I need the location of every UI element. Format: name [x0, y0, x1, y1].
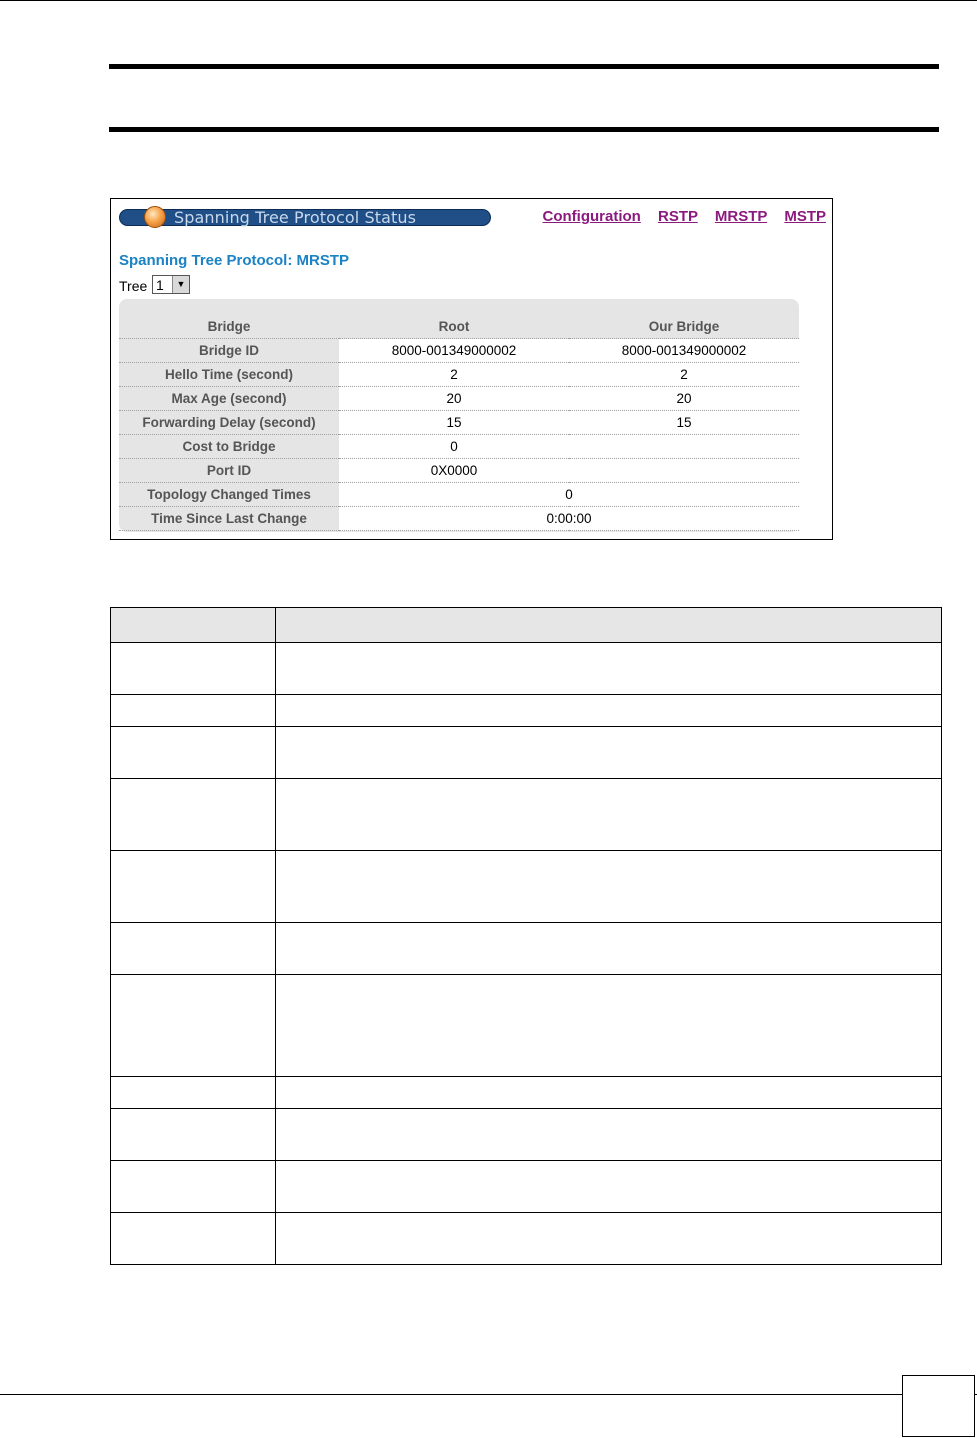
status-table	[119, 315, 799, 531]
rstp-link[interactable]: RSTP	[658, 208, 698, 225]
mstp-link[interactable]: MSTP	[784, 208, 826, 225]
cell	[111, 851, 276, 923]
table-row	[111, 695, 942, 727]
cell	[111, 1109, 276, 1161]
table-row	[111, 975, 942, 1077]
cell	[276, 727, 942, 779]
page-number-box	[902, 1375, 975, 1437]
table-row	[119, 411, 799, 435]
header-cell	[111, 608, 276, 643]
title-bottom-rule	[109, 127, 939, 132]
table-row	[111, 727, 942, 779]
cell	[111, 779, 276, 851]
root-value: 2	[339, 363, 569, 387]
description-header-row	[111, 608, 942, 643]
tree-select-value: 1	[156, 277, 164, 293]
cell	[276, 643, 942, 695]
cell	[111, 1213, 276, 1265]
header-rule	[0, 0, 977, 1]
header-cell	[276, 608, 942, 643]
row-label: Time Since Last Change	[119, 507, 339, 531]
table-row	[111, 1161, 942, 1213]
table-row	[119, 339, 799, 363]
root-value: 15	[339, 411, 569, 435]
cell	[276, 695, 942, 727]
cell	[111, 923, 276, 975]
our-bridge-value: 15	[569, 411, 799, 435]
row-label: Bridge ID	[119, 339, 339, 363]
row-label: Cost to Bridge	[119, 435, 339, 459]
configuration-link[interactable]: Configuration	[542, 208, 641, 225]
stp-heading: Spanning Tree Protocol: MRSTP	[119, 252, 350, 269]
row-label: Port ID	[119, 459, 339, 483]
nav-links	[530, 208, 826, 225]
cell	[276, 975, 942, 1077]
cell	[276, 1109, 942, 1161]
cell	[276, 1213, 942, 1265]
description-table	[110, 607, 942, 1265]
mrstp-link[interactable]: MRSTP	[714, 208, 768, 225]
table-row	[119, 387, 799, 411]
table-row	[111, 779, 942, 851]
root-value: 8000-001349000002	[339, 339, 569, 363]
row-label: Hello Time (second)	[119, 363, 339, 387]
title-top-rule	[109, 64, 939, 69]
table-row	[111, 1077, 942, 1109]
tree-label: Tree	[119, 278, 148, 294]
column-header: Bridge	[119, 315, 339, 339]
topology-changed-value: 0	[339, 483, 799, 507]
our-bridge-value: 20	[569, 387, 799, 411]
table-row	[119, 459, 799, 483]
cell	[111, 727, 276, 779]
cell	[111, 695, 276, 727]
our-bridge-value	[569, 459, 799, 483]
table-row	[111, 1213, 942, 1265]
cell	[111, 1161, 276, 1213]
our-bridge-value	[569, 435, 799, 459]
stp-status-screenshot	[110, 198, 833, 540]
panel-title-bar	[119, 209, 491, 226]
time-since-change-value: 0:00:00	[339, 507, 799, 531]
table-row	[119, 363, 799, 387]
cell	[276, 851, 942, 923]
our-bridge-value: 2	[569, 363, 799, 387]
root-value: 20	[339, 387, 569, 411]
cell	[276, 923, 942, 975]
root-value: 0X0000	[339, 459, 569, 483]
column-header: Root	[339, 315, 569, 339]
row-label: Topology Changed Times	[119, 483, 339, 507]
table-row	[119, 483, 799, 507]
table-row	[111, 851, 942, 923]
chevron-down-icon[interactable]: ▼	[172, 276, 189, 293]
cell	[111, 643, 276, 695]
column-header: Our Bridge	[569, 315, 799, 339]
status-panel	[119, 299, 799, 532]
panel-title: Spanning Tree Protocol Status	[174, 208, 417, 227]
cell	[276, 779, 942, 851]
table-row	[111, 1109, 942, 1161]
cell	[111, 975, 276, 1077]
cell	[111, 1077, 276, 1109]
table-row	[119, 435, 799, 459]
root-value: 0	[339, 435, 569, 459]
table-row	[119, 507, 799, 531]
table-row	[111, 643, 942, 695]
row-label: Forwarding Delay (second)	[119, 411, 339, 435]
cell	[276, 1161, 942, 1213]
our-bridge-value: 8000-001349000002	[569, 339, 799, 363]
table-row	[111, 923, 942, 975]
footer-rule	[0, 1394, 977, 1395]
cell	[276, 1077, 942, 1109]
table-header-row	[119, 315, 799, 339]
row-label: Max Age (second)	[119, 387, 339, 411]
orb-icon	[144, 206, 166, 228]
tree-select[interactable]	[152, 275, 190, 294]
